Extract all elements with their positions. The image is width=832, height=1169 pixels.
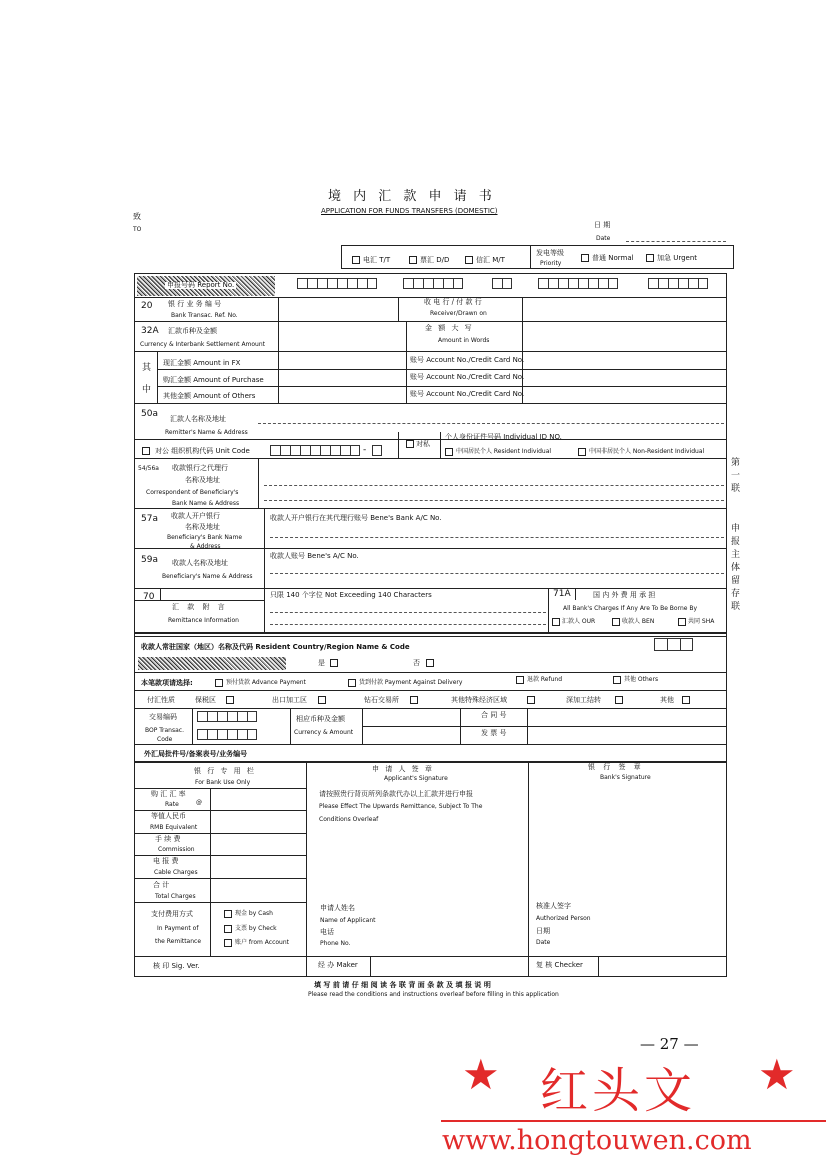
country-shade (138, 657, 286, 670)
advance-label: 预付货款 Advance Payment (226, 679, 306, 686)
refund-checkbox[interactable] (516, 676, 524, 684)
form-title-zh: 境 内 汇 款 申 请 书 (328, 189, 496, 204)
other-zone-label: 其他 (660, 696, 674, 704)
resident-country-label: 收款人常驻国家（地区）名称及代码 Resident Country/Region Name & Code (141, 643, 410, 651)
field-50a-tag: 50a (141, 409, 158, 419)
field-59a-label-en: Beneficiary's Name & Address (162, 573, 253, 580)
trade-code-boxes-2[interactable] (197, 729, 257, 740)
others-checkbox[interactable] (613, 676, 621, 684)
charges-our-checkbox[interactable] (552, 618, 560, 626)
phone-label-en: Phone No. (320, 940, 351, 947)
yes-label: 是 (318, 659, 325, 667)
field-71a-label: 国 内 外 费 用 承 担 (593, 591, 656, 599)
deep-processing-checkbox[interactable] (615, 696, 623, 704)
applicant-name-label-en: Name of Applicant (320, 917, 376, 924)
priority-label: 发电等级 (536, 249, 564, 257)
field-59a-account-label: 收款人账号 Bene's A/C No. (270, 552, 359, 560)
charges-sha-label: 共同 SHA (688, 618, 715, 625)
authorized-person-label: 核准人签字 (536, 902, 571, 910)
bank-use-label-en: For Bank Use Only (195, 779, 251, 786)
nature-label: 本笔款项请选择: (141, 679, 193, 687)
no-checkbox[interactable] (426, 659, 434, 667)
field-70-label-en: Remittance Information (168, 617, 239, 624)
field-57a-label-en-1: Beneficiary's Bank Name (167, 534, 243, 541)
footer-note-en: Please read the conditions and instructions overleaf before filling in this application (308, 991, 559, 998)
pay-cash-checkbox[interactable] (224, 910, 232, 918)
rate-label-en: Rate (165, 801, 179, 808)
export-zone-label: 出口加工区 (272, 696, 307, 704)
report-no-boxes-2[interactable] (403, 278, 463, 289)
delivery-checkbox[interactable] (348, 679, 356, 687)
private-label: 对私 (416, 440, 430, 448)
report-no-label: 申报号码 Report No. (167, 281, 235, 289)
urgent-checkbox[interactable] (646, 254, 654, 262)
to-label-en: TO (133, 226, 142, 233)
pay-account-checkbox[interactable] (224, 939, 232, 947)
field-70-label: 汇 款 附 言 (172, 603, 228, 611)
field-56a-label-en-1: Correspondent of Beneficiary's (146, 489, 239, 496)
date-label-zh: 日 期 (594, 221, 611, 229)
field-71a-tag: 71A (553, 589, 571, 599)
rmb-equiv-label: 等值人民币 (151, 812, 186, 820)
footer-note-zh: 填 写 前 请 仔 细 阅 读 各 联 背 面 条 款 及 填 报 说 明 (314, 980, 491, 989)
field-20-label: 银 行 业 务 编 号 (168, 300, 222, 308)
drawn-on-label: 收 电 行 / 付 款 行 (424, 298, 482, 306)
applicant-sig-label: 申 请 人 签 章 (372, 765, 434, 773)
charges-our-label: 汇款人 OUR (562, 618, 596, 625)
resident-label: 中国居民个人 Resident Individual (456, 448, 552, 455)
contract-no-label: 合 同 号 (481, 711, 507, 719)
watermark-star-right-icon: ★ (758, 1050, 796, 1099)
phone-label: 电话 (320, 928, 334, 936)
field-50a-label-en: Remitter's Name & Address (165, 429, 248, 436)
watermark-rule (441, 1120, 826, 1122)
payment-method-label-en-1: In Payment of (157, 925, 199, 932)
nonresident-checkbox[interactable] (578, 448, 586, 456)
commission-label-en: Commission (158, 846, 195, 853)
corr-currency-label: 相应币种及金额 (296, 715, 345, 723)
account-no-label-1: 账号 Account No./Credit Card No. (410, 356, 525, 364)
field-57a-label-2: 名称及地址 (185, 523, 220, 531)
rate-label: 购 汇 汇 率 (151, 790, 186, 798)
charges-ben-checkbox[interactable] (612, 618, 620, 626)
applicant-sig-label-en: Applicant's Signature (384, 775, 448, 782)
commission-label: 手 续 费 (155, 835, 181, 843)
charges-sha-checkbox[interactable] (678, 618, 686, 626)
other-zone-checkbox[interactable] (682, 696, 690, 704)
drawn-on-label-en: Receiver/Drawn on (430, 310, 487, 317)
applicant-name-label: 申请人姓名 (320, 904, 355, 912)
advance-checkbox[interactable] (215, 679, 223, 687)
cable-label-en: Cable Charges (154, 869, 198, 876)
pay-check-label: 支票 by Check (235, 925, 277, 932)
field-70-limit: 只限 140 个字位 Not Exceeding 140 Characters (270, 591, 432, 599)
export-zone-checkbox[interactable] (318, 696, 326, 704)
priority-label-en: Priority (540, 260, 562, 267)
no-label: 否 (413, 659, 420, 667)
cable-label: 电 报 费 (153, 857, 179, 865)
dd-label: 票汇 D/D (420, 256, 450, 264)
field-56a-label-2: 名称及地址 (185, 476, 220, 484)
mt-label: 信汇 M/T (476, 256, 505, 264)
field-70-tag: 70 (143, 592, 155, 602)
diamond-label: 钻石交易所 (364, 696, 399, 704)
watermark-brand: 红头文 (540, 1063, 697, 1119)
pay-check-checkbox[interactable] (224, 925, 232, 933)
form-title-en: APPLICATION FOR FUNDS TRANSFERS (DOMESTIC) (321, 207, 498, 215)
field-56a-label-1: 收款银行之代理行 (172, 464, 228, 472)
field-56a-label-en-2: Bank Name & Address (172, 500, 240, 507)
amount-words-label-en: Amount in Words (438, 337, 490, 344)
invoice-no-label: 发 票 号 (481, 729, 507, 737)
copy-note: 第 一 联 申 报 主 体 留 存 联 (731, 458, 741, 612)
deep-processing-label: 深加工结转 (566, 696, 601, 704)
public-label: 对公 组织机构代码 Unit Code (155, 447, 250, 455)
field-57a-label-en-2: & Address (190, 543, 221, 550)
unit-code-check-box[interactable] (372, 445, 382, 456)
tt-label: 电汇 T/T (363, 256, 391, 264)
field-57a-account-label: 收款人开户银行在其代理行账号 Bene's Bank A/C No. (270, 514, 442, 522)
account-no-label-3: 账号 Account No./Credit Card No. (410, 390, 525, 398)
delivery-label: 货到付款 Payment Against Delivery (359, 679, 463, 686)
bank-sig-label: 银 行 签 章 (588, 763, 644, 771)
special-zone-label: 其他特殊经济区域 (451, 696, 507, 704)
amount-purchase-label: 购汇金额 Amount of Purchase (163, 376, 264, 384)
bop-code-label-1: BOP Transac. (145, 727, 184, 734)
report-no-boxes-3[interactable] (492, 278, 512, 289)
nonresident-label: 中国非居民个人 Non-Resident Individual (589, 448, 705, 455)
yes-checkbox[interactable] (330, 659, 338, 667)
field-57a-tag: 57a (141, 514, 158, 524)
auth-date-label: 日期 (536, 927, 550, 935)
pay-cash-label: 现金 by Cash (235, 910, 273, 917)
pay-account-label: 账户 from Account (235, 939, 290, 946)
applicant-instruction-en-1: Please Effect The Upwards Remittance, Subject To The (319, 803, 483, 810)
amount-words-label: 金 额 大 写 (425, 324, 474, 332)
public-checkbox[interactable] (142, 447, 150, 455)
dd-checkbox[interactable] (409, 256, 417, 264)
sig-ver-label: 核 印 Sig. Ver. (153, 962, 200, 970)
payment-method-label-en-2: the Remittance (155, 938, 202, 945)
field-32a-label-en: Currency & Interbank Settlement Amount (140, 341, 266, 348)
bop-code-label-2: Code (157, 736, 173, 743)
bank-sig-label-en: Bank's Signature (600, 774, 651, 781)
field-71a-label-en: All Bank's Charges If Any Are To Be Borne By (563, 605, 698, 612)
report-no-boxes-5[interactable] (648, 278, 708, 289)
applicant-instruction-zh: 请按照贵行背页所列条款代办以上汇款并进行申报 (319, 790, 473, 798)
country-code-boxes[interactable] (654, 638, 693, 651)
charges-ben-label: 收款人 BEN (622, 618, 655, 625)
tt-checkbox[interactable] (352, 256, 360, 264)
report-no-boxes-4[interactable] (538, 278, 618, 289)
unit-code-boxes[interactable] (270, 445, 360, 456)
page-number: — 27 — (640, 1035, 699, 1053)
to-label-zh: 致 (133, 212, 141, 221)
normal-label: 普通 Normal (592, 254, 634, 262)
mt-checkbox[interactable] (465, 256, 473, 264)
watermark-star-left-icon: ★ (462, 1050, 500, 1099)
zones-label: 付汇性质 (147, 696, 175, 704)
trade-code-boxes-1[interactable] (197, 711, 257, 722)
watermark-url[interactable]: www.hongtouwen.com (442, 1125, 752, 1156)
side-label-1: 其 (142, 363, 152, 373)
checker-label: 复 核 Checker (536, 961, 583, 969)
date-line (626, 241, 726, 242)
maker-label: 经 办 Maker (318, 961, 358, 969)
individual-id-label: 个人身份证件号码 Individual ID NO. (445, 433, 562, 441)
diamond-checkbox[interactable] (410, 696, 418, 704)
trade-code-label: 交易编码 (149, 713, 177, 721)
special-zone-checkbox[interactable] (527, 696, 535, 704)
field-20-label-en: Bank Transac. Ref. No. (171, 312, 238, 319)
corr-currency-label-en: Currency & Amount (294, 729, 354, 736)
field-20-tag: 20 (141, 301, 153, 311)
amount-others-label: 其他金额 Amount of Others (163, 392, 256, 400)
field-57a-label-1: 收款人开户银行 (171, 512, 220, 520)
normal-checkbox[interactable] (581, 254, 589, 262)
total-label: 合 计 (153, 881, 170, 889)
bonded-label: 保税区 (195, 696, 216, 704)
report-no-boxes-1[interactable] (297, 278, 377, 289)
others-label: 其他 Others (624, 676, 659, 683)
payment-method-label: 支付费用方式 (151, 910, 193, 918)
bank-use-label: 银 行 专 用 栏 (194, 767, 256, 775)
urgent-label: 加急 Urgent (657, 254, 698, 262)
field-59a-label: 收款人名称及地址 (172, 559, 228, 567)
side-label-2: 中 (142, 385, 152, 395)
date-label-en: Date (596, 235, 611, 242)
rmb-equiv-label-en: RMB Equivalent (150, 824, 198, 831)
field-32a-tag: 32A (141, 326, 159, 336)
field-50a-label: 汇款人名称及地址 (170, 415, 226, 423)
bonded-checkbox[interactable] (226, 696, 234, 704)
approval-no-label: 外汇局批件号/备案表号/业务编号 (144, 749, 248, 758)
amount-fx-label: 现汇金额 Amount in FX (163, 359, 241, 367)
auth-date-label-en: Date (536, 939, 551, 946)
account-no-label-2: 账号 Account No./Credit Card No. (410, 373, 525, 381)
total-label-en: Total Charges (155, 893, 196, 900)
resident-checkbox[interactable] (445, 448, 453, 456)
field-56a-tag: 54/56a (138, 465, 159, 472)
field-32a-label: 汇款币种及金额 (168, 327, 217, 335)
applicant-instruction-en-2: Conditions Overleaf (319, 816, 379, 823)
private-checkbox[interactable] (406, 440, 414, 448)
field-59a-tag: 59a (141, 555, 158, 565)
refund-label: 退款 Refund (527, 676, 563, 683)
authorized-person-label-en: Authorized Person (536, 915, 591, 922)
